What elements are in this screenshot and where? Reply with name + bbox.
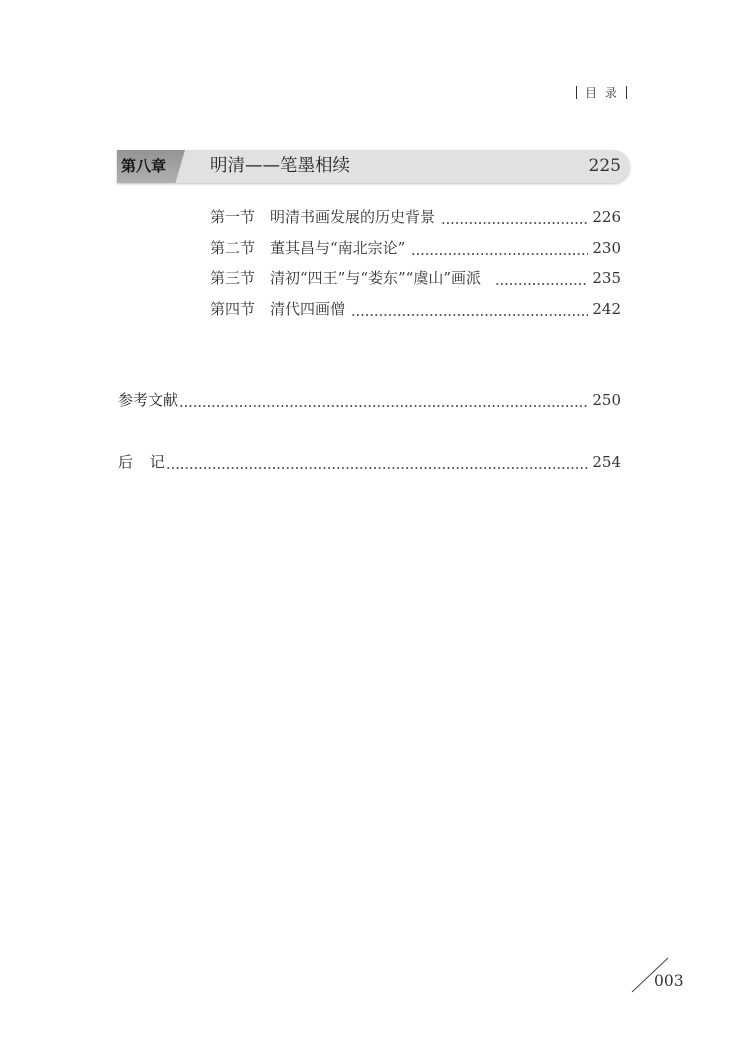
section-title: 明清书画发展的历史背景	[270, 208, 436, 226]
section-page-number: 226	[592, 208, 621, 226]
dot-leader	[351, 299, 588, 319]
back-matter-title-references: 参考文献	[118, 391, 179, 409]
section-number: 第一节	[210, 208, 256, 226]
section-number: 第三节	[210, 269, 256, 287]
toc-back-matter-entry	[118, 452, 621, 472]
section-number: 第四节	[210, 300, 256, 318]
dot-leader	[495, 268, 588, 288]
chapter-number: 第八章	[121, 157, 167, 175]
back-matter-page-number: 254	[592, 453, 621, 471]
chapter-page-number: 225	[588, 156, 621, 176]
back-matter-page-number: 250	[592, 391, 621, 409]
toc-section-entry	[210, 207, 621, 227]
back-matter-title-afterword: 后 记	[118, 453, 165, 471]
section-title: 清初“四王”与“娄东”“虞山”画派	[270, 269, 482, 287]
toc-section-entry	[210, 238, 621, 258]
dot-leader	[441, 207, 588, 227]
dot-leader	[411, 238, 588, 258]
chapter-title: 明清——笔墨相续	[210, 156, 350, 176]
section-page-number: 235	[592, 269, 621, 287]
dot-leader	[179, 390, 588, 410]
section-title: 董其昌与“南北宗论”	[270, 239, 406, 257]
section-title: 清代四画僧	[270, 300, 346, 318]
toc-section-entry	[210, 299, 621, 319]
folio-page-number: 003	[654, 972, 684, 990]
running-head-right-rule	[626, 86, 627, 99]
section-page-number: 242	[592, 300, 621, 318]
toc-back-matter-entry	[118, 390, 621, 410]
toc-section-entry	[210, 268, 621, 288]
dot-leader	[166, 452, 589, 472]
section-page-number: 230	[592, 239, 621, 257]
section-number: 第二节	[210, 239, 256, 257]
chapter-banner	[117, 150, 630, 183]
running-head-label: 目 录	[585, 85, 619, 100]
running-head	[576, 84, 627, 100]
